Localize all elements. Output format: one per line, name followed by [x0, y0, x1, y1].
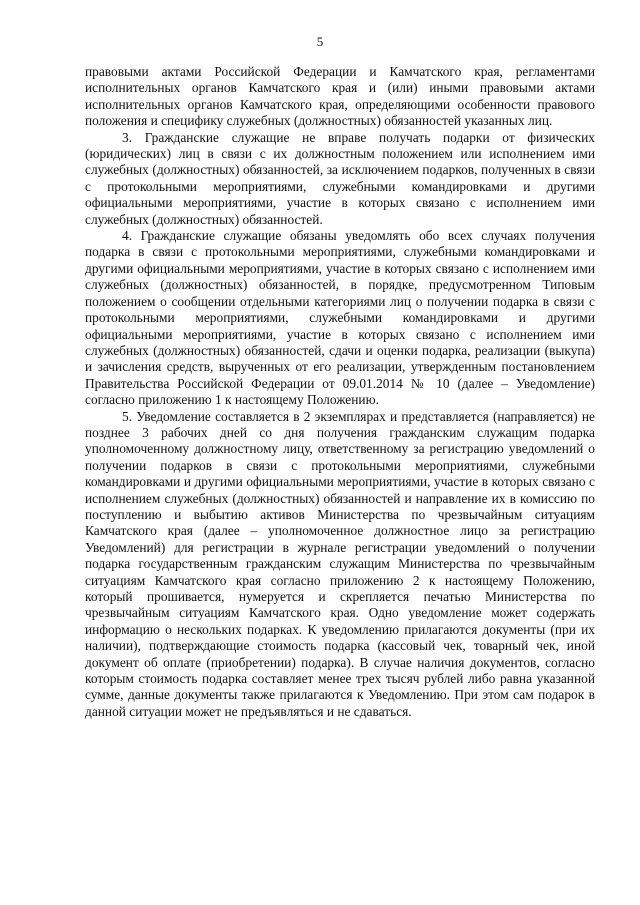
- paragraph-item-5: 5. Уведомление составляется в 2 экземплярах и представляется (направляется) не позднее 3 рабочих дней со дня получения гражданским служащим подарка уполномоченному должностному лицу, ответственному за регистрацию уведомлений о получении подарков в связи с протокольными мероприятиями, служебными командировками и другими официальными мероприятиями, участие в которых связано с исполнением служебных (должностных) обязанностей и направление их в комиссию по поступлению и выбытию активов Министерства по чрезвычайным ситуациям Камчатского края (далее – уполномоченное должностное лицо за регистрацию Уведомлений) для регистрации в журнале регистрации уведомлений о получении подарка государственным гражданским служащим Министерства по чрезвычайным ситуациям Камчатского края согласно приложению 2 к настоящему Положению, который прошивается, нумеруется и скрепляется печатью Министерства по чрезвычайным ситуациям Камчатского края. Одно уведомление может содержать информацию о нескольких подарках. К уведомлению прилагаются документы (при их наличии), подтверждающие стоимость подарка (кассовый чек, товарный чек, иной документ об оплате (приобретении) подарка). В случае наличия документов, согласно которым стоимость подарка составляет менее трех тысяч рублей либо равна указанной сумме, данные документы также прилагаются к Уведомлению. При этом сам подарок в данной ситуации может не предъявляться и не сдаваться.: [85, 408, 595, 719]
- paragraph-item-4: 4. Гражданские служащие обязаны уведомлять обо всех случаях получения подарка в связи с протокольными мероприятиями, служебными командировками и другими официальными мероприятиями, участие в которых связано с исполнением ими служебных (должностных) обязанностей, в порядке, предусмотренном Типовым положением о сообщении отдельными категориями лиц о получении подарка в связи с протокольными мероприятиями, служебными командировками и другими официальными мероприятиями, участие в которых связано с исполнением ими служебных (должностных) обязанностей, сдачи и оценки подарка, реализации (выкупа) и зачисления средств, вырученных от его реализации, утвержденным постановлением Правительства Российской Федерации от 09.01.2014 № 10 (далее – Уведомление) согласно приложению 1 к настоящему Положению.: [85, 228, 595, 408]
- paragraph-item-3: 3. Гражданские служащие не вправе получать подарки от физических (юридических) лиц в связи с их должностным положением или исполнением ими служебных (должностных) обязанностей, за исключением подарков, полученных в связи с протокольными мероприятиями, служебными командировками и другими официальными мероприятиями, участие в которых связано с исполнением ими служебных (должностных) обязанностей.: [85, 129, 595, 227]
- document-body: [85, 64, 595, 720]
- paragraph-continuation: правовыми актами Российской Федерации и Камчатского края, регламентами исполнительных органов Камчатского края и (или) иными правовыми актами исполнительных органов Камчатского края, определяющими особенности правового положения и специфику служебных (должностных) обязанностей указанных лиц.: [85, 64, 595, 129]
- page-number: 5: [316, 34, 324, 49]
